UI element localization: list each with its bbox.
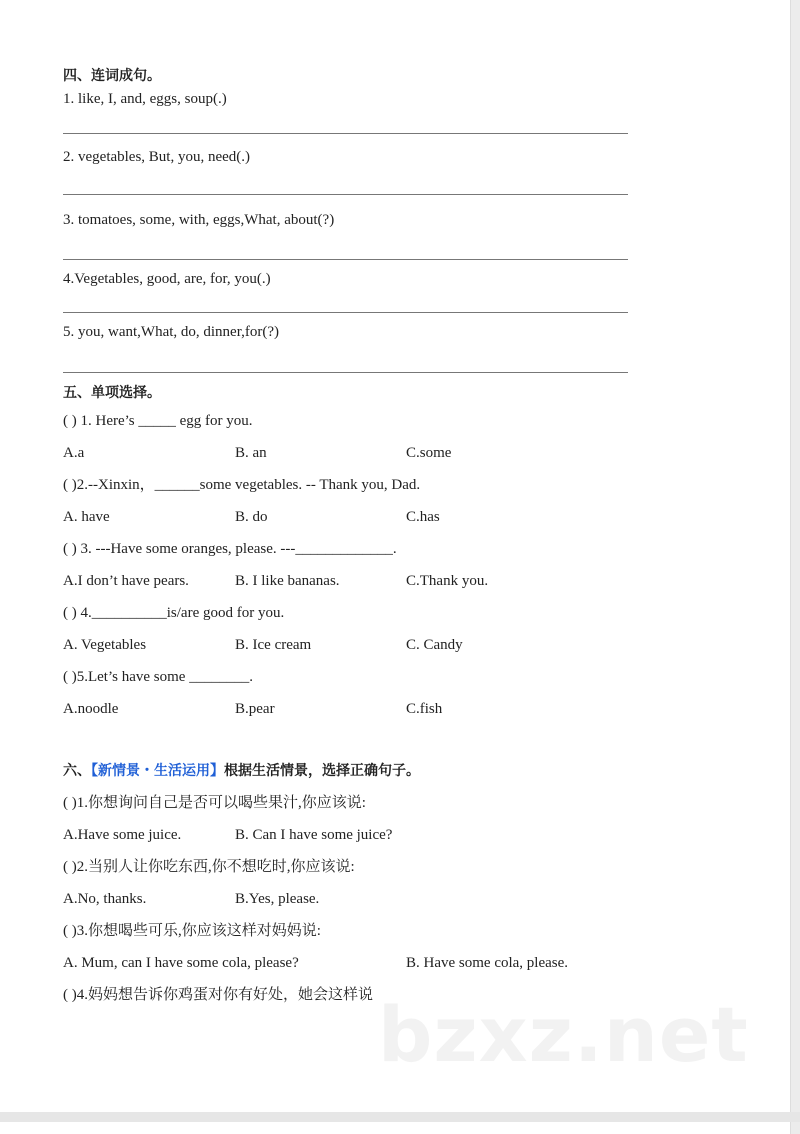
option-a: A.No, thanks. — [63, 891, 147, 907]
option-b: B. Ice cream — [235, 637, 312, 653]
section6-tag: 【新情景・生活运用】 — [91, 763, 224, 779]
option-a: A. Mum, can I have some cola, please? — [63, 955, 299, 971]
option-b: B. Can I have some juice? — [235, 827, 393, 843]
watermark: bzxz.net — [378, 990, 749, 1079]
option-b: B. Have some cola, please. — [406, 955, 569, 971]
option-a: A. have — [63, 509, 110, 525]
question-text: ( )2.--Xinxin，______some vegetables. -- Thank you, Dad. — [63, 477, 421, 493]
section5-title: 五、单项选择。 — [63, 385, 161, 401]
page-separator — [0, 1112, 800, 1122]
option-b: B. an — [235, 445, 267, 461]
section4-title: 四、连词成句。 — [63, 68, 161, 84]
option-a: A.a — [63, 445, 85, 461]
question-text: 2. vegetables, But, you, need(.) — [63, 149, 251, 165]
section6-prefix: 六、 — [63, 763, 91, 779]
question-text: ( )5.Let’s have some ________. — [63, 669, 253, 685]
answer-line[interactable] — [63, 259, 628, 260]
question-text: 1. like, I, and, eggs, soup(.) — [63, 91, 227, 107]
answer-line[interactable] — [63, 133, 628, 134]
question-text: ( ) 4.__________is/are good for you. — [63, 605, 285, 621]
question-text: 3. tomatoes, some, with, eggs,What, about(?) — [63, 212, 335, 228]
question-text: 4.Vegetables, good, are, for, you(.) — [63, 271, 271, 287]
answer-line[interactable] — [63, 194, 628, 195]
option-a: A.I don’t have pears. — [63, 573, 189, 589]
question-text: ( ) 1. Here’s _____ egg for you. — [63, 413, 253, 429]
option-c: C.Thank you. — [406, 573, 489, 589]
option-b: B. do — [235, 509, 268, 525]
question-text: ( ) 3. ---Have some oranges, please. ---_____________. — [63, 541, 397, 557]
option-b: B.pear — [235, 701, 275, 717]
option-a: A.noodle — [63, 701, 119, 717]
question-text: ( )2.当别人让你吃东西,你不想吃时,你应该说: — [63, 859, 355, 875]
option-c: C. Candy — [406, 637, 463, 653]
section6-heading: 根据生活情景，选择正确句子。 — [224, 763, 420, 779]
option-b: B.Yes, please. — [235, 891, 320, 907]
question-text: ( )1.你想询问自己是否可以喝些果汁,你应该说: — [63, 795, 366, 811]
section6-title — [63, 761, 420, 781]
option-a: A.Have some juice. — [63, 827, 182, 843]
answer-line[interactable] — [63, 312, 628, 313]
question-text: ( )4.妈妈想告诉你鸡蛋对你有好处，她会这样说 — [63, 987, 373, 1003]
option-c: C.some — [406, 445, 452, 461]
option-c: C.has — [406, 509, 440, 525]
option-b: B. I like bananas. — [235, 573, 340, 589]
question-text: ( )3.你想喝些可乐,你应该这样对妈妈说: — [63, 923, 321, 939]
option-c: C.fish — [406, 701, 443, 717]
answer-line[interactable] — [63, 372, 628, 373]
question-text: 5. you, want,What, do, dinner,for(?) — [63, 324, 279, 340]
page-edge — [790, 0, 800, 1134]
option-a: A. Vegetables — [63, 637, 147, 653]
